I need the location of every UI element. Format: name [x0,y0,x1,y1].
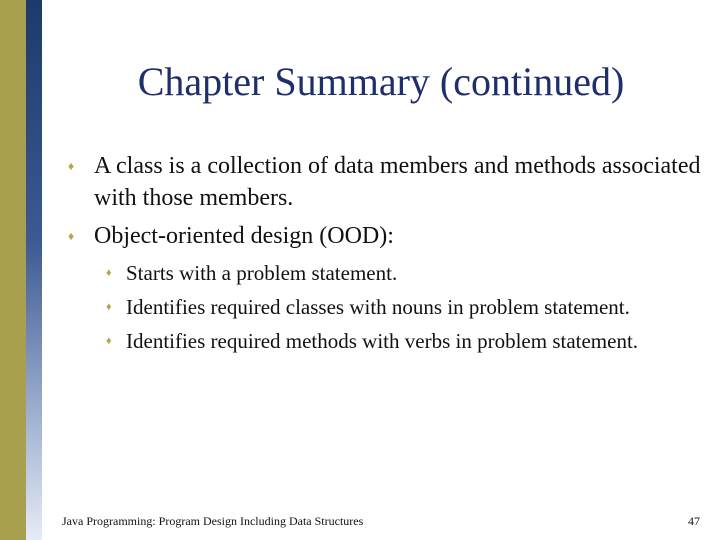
bullet-text: Object-oriented design (OOD): [94,223,394,249]
sub-bullet-problem-statement [62,258,702,288]
sub-bullet-methods-verbs [62,326,702,356]
sub-bullet-text: Identifies required methods with verbs in problem statement. [126,329,639,353]
sub-bullet-text: Starts with a problem statement. [126,261,398,285]
diamond-bullet-icon: ♦ [106,267,112,279]
bullet-point-ood [62,220,702,252]
sub-bullet-list [62,258,702,356]
diamond-bullet-icon: ♦ [106,301,112,313]
sub-bullet-text: Identifies required classes with nouns in problem statement. [126,295,630,319]
left-accent-band-navy [26,0,42,540]
slide-body [62,150,702,360]
slide-title: Chapter Summary (continued) [137,59,625,104]
bullet-text: A class is a collection of data members and methods associated with those members. [94,153,701,211]
footer-source: Java Programming: Program Design Including Data Structures [62,514,364,528]
diamond-bullet-icon: ♦ [68,159,75,173]
diamond-bullet-icon: ♦ [106,335,112,347]
left-accent-band-olive [0,0,26,540]
page-number: 47 [688,514,700,528]
diamond-bullet-icon: ♦ [68,229,75,243]
sub-bullet-classes-nouns [62,292,702,322]
bullet-point-class-definition [62,150,702,214]
